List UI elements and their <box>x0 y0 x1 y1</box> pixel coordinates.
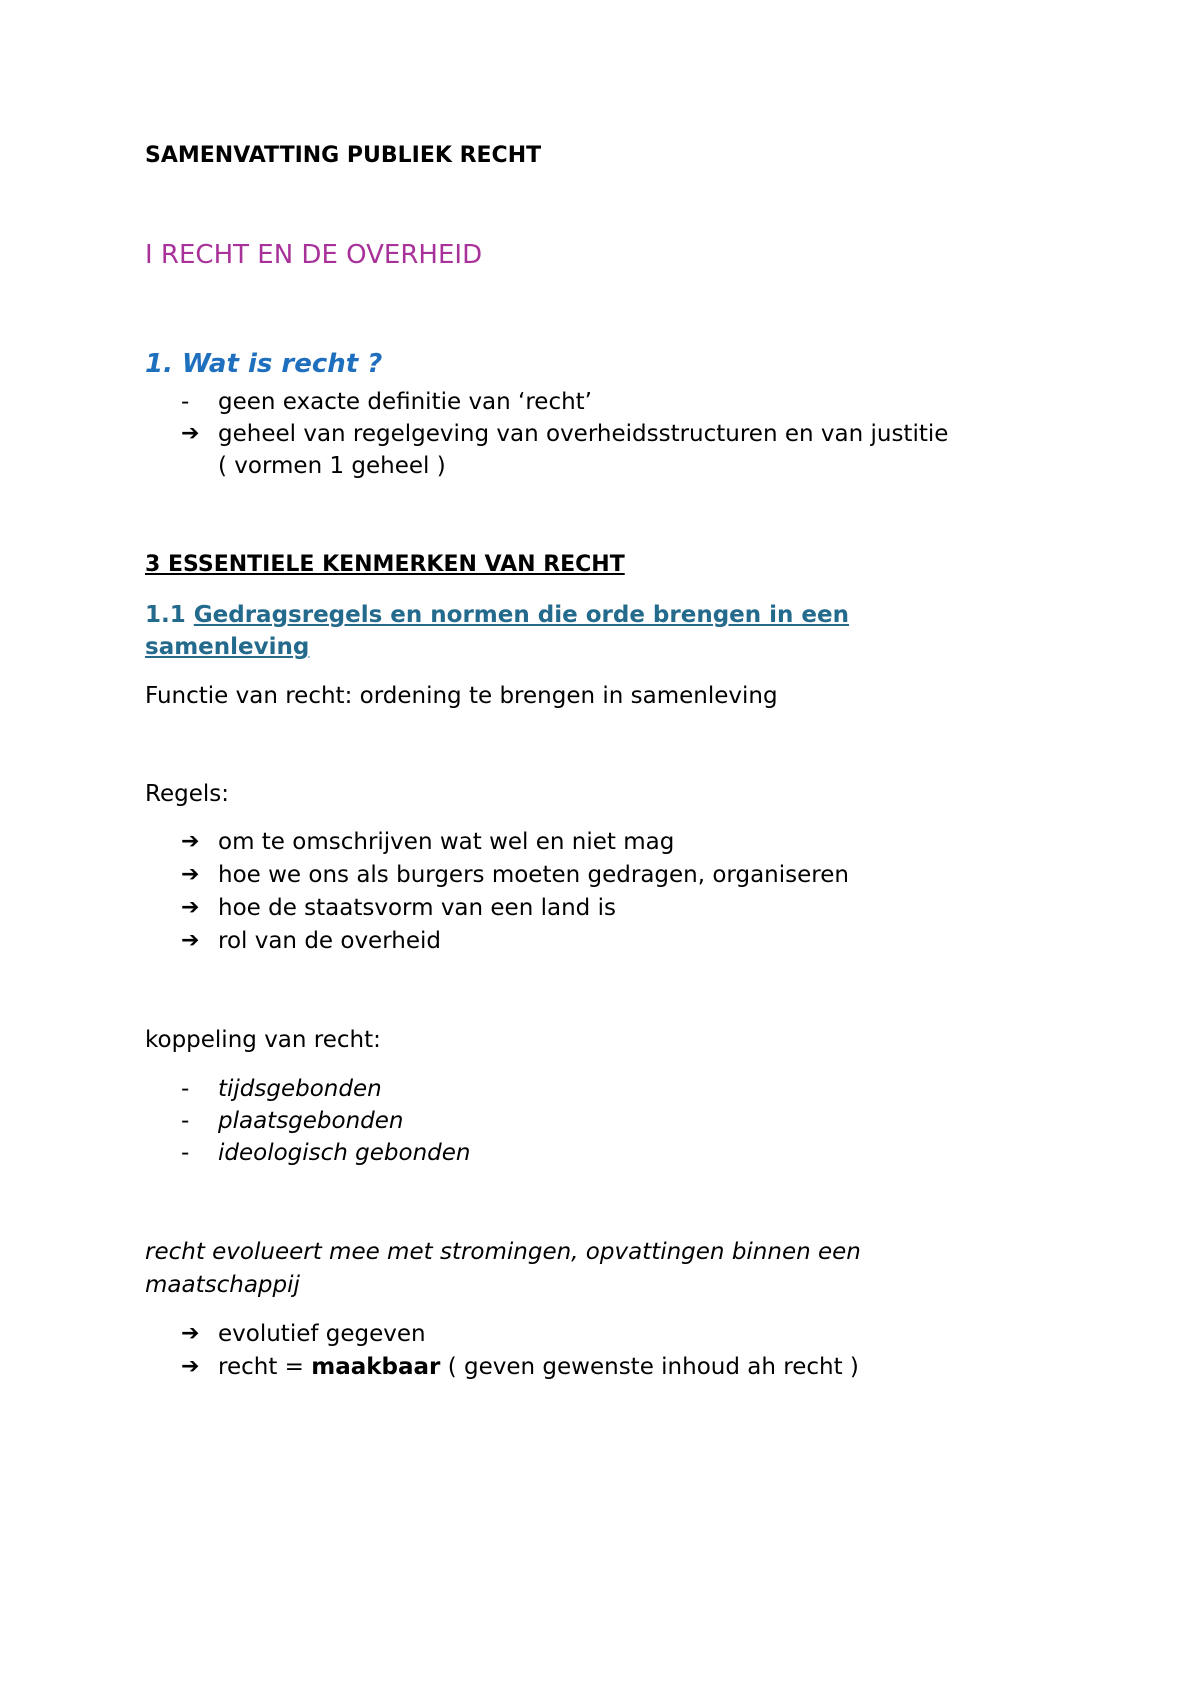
list-item-text-continued: ( vormen 1 geheel ) <box>218 453 446 479</box>
bold-term: maakbaar <box>311 1354 441 1380</box>
list-item-text: hoe de staatsvorm van een land is <box>218 895 616 921</box>
function-text: Functie van recht: ordening te brengen in samenleving <box>145 683 778 709</box>
list-item-text: rol van de overheid <box>218 928 441 954</box>
evolve-text: recht evolueert mee met stromingen, opvattingen binnen een <box>145 1239 861 1265</box>
subsection-number: 1.1 <box>145 602 186 628</box>
subsection-title: Gedragsregels en normen die orde brengen in een <box>193 602 849 628</box>
chapter-heading: I RECHT EN DE OVERHEID <box>145 240 483 270</box>
arrow-icon: ➔ <box>181 1321 200 1346</box>
dash-bullet: - <box>181 1076 190 1102</box>
list-item-text <box>218 1354 859 1380</box>
subsection-heading <box>145 602 849 628</box>
arrow-icon: ➔ <box>181 928 200 953</box>
arrow-icon: ➔ <box>181 421 200 446</box>
list-item-text: hoe we ons als burgers moeten gedragen, organiseren <box>218 862 849 888</box>
evolve-text-continued: maatschappij <box>145 1272 300 1298</box>
arrow-icon: ➔ <box>181 895 200 920</box>
list-item-text: geheel van regelgeving van overheidsstructuren en van justitie <box>218 421 949 447</box>
essentials-heading: 3 ESSENTIELE KENMERKEN VAN RECHT <box>145 552 625 577</box>
list-item-text: ideologisch gebonden <box>218 1140 471 1166</box>
dash-bullet: - <box>181 389 190 415</box>
rules-label: Regels: <box>145 781 229 807</box>
arrow-icon: ➔ <box>181 1354 200 1379</box>
section-heading: 1. Wat is recht ? <box>145 349 383 379</box>
dash-bullet: - <box>181 1108 190 1134</box>
coupling-label: koppeling van recht: <box>145 1027 381 1053</box>
list-item-text: evolutief gegeven <box>218 1321 426 1347</box>
arrow-icon: ➔ <box>181 862 200 887</box>
list-item-text: tijdsgebonden <box>218 1076 382 1102</box>
arrow-icon: ➔ <box>181 829 200 854</box>
subsection-heading-continued <box>145 634 309 660</box>
text-segment: ( geven gewenste inhoud ah recht ) <box>440 1354 859 1380</box>
dash-bullet: - <box>181 1140 190 1166</box>
list-item-text: plaatsgebonden <box>218 1108 404 1134</box>
text-segment: recht = <box>218 1354 312 1380</box>
subsection-title-continued: samenleving <box>145 634 310 660</box>
list-item-text: om te omschrijven wat wel en niet mag <box>218 829 675 855</box>
document-title: SAMENVATTING PUBLIEK RECHT <box>145 143 542 168</box>
list-item-text: geen exacte definitie van ‘recht’ <box>218 389 592 415</box>
